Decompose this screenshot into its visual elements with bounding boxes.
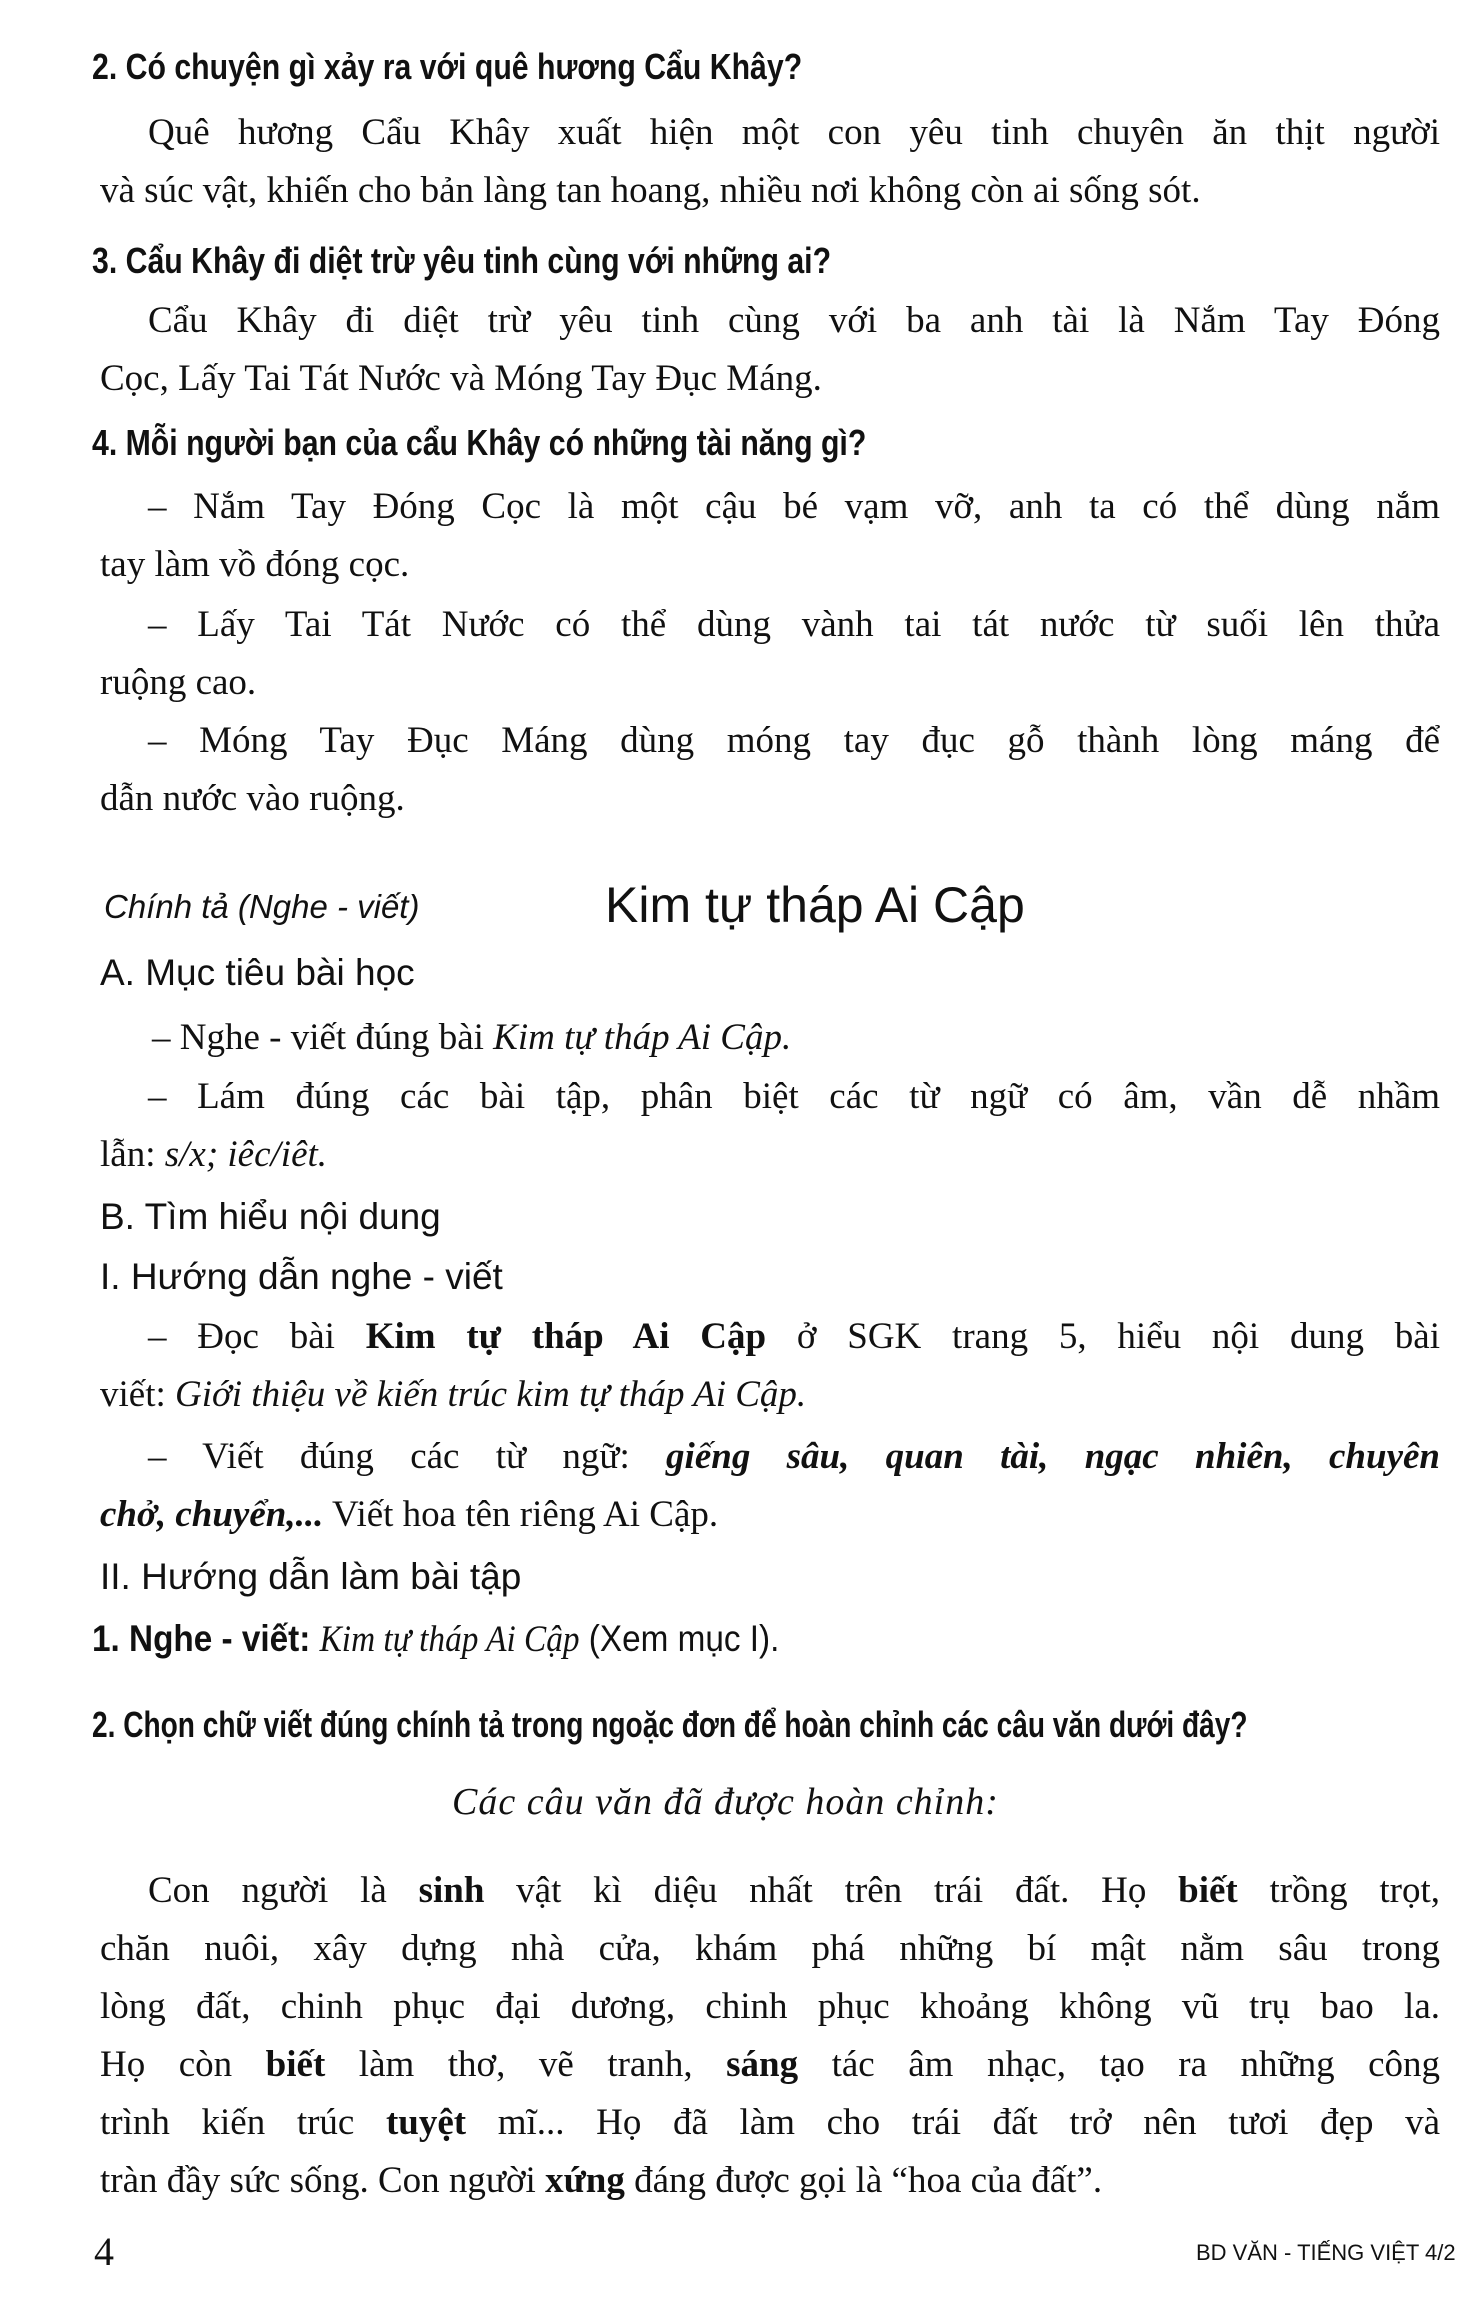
answer-line: Cẩu Khây đi diệt trừ yêu tinh cùng với ba anh tài là Nắm Tay Đóng [148,300,1440,341]
objective-1-text: – Nghe - viết đúng bài [152,1017,494,1058]
passage-line [100,1862,1440,1920]
answer-line: – Móng Tay Đục Máng dùng móng tay đục gỗ thành lòng máng để [148,720,1440,761]
guide-1-title: Kim tự tháp Ai Cập [365,1316,767,1357]
completed-note: Các câu văn đã được hoàn chỉnh: [452,1781,999,1823]
answer-line: – Lấy Tai Tát Nước có thể dùng vành tai tát nước từ suối lên thửa [148,604,1440,645]
guide-1-prefix-2: viết: [100,1374,176,1415]
passage-answer: sinh [418,1870,485,1911]
passage-line [100,2094,1440,2152]
guide-2 [100,1428,1440,1544]
section-b-heading: B. Tìm hiểu nội dung [100,1196,441,1237]
passage-answer: sáng [726,2044,799,2085]
page-number: 4 [94,2229,114,2274]
passage-text: Họ còn [100,2044,266,2085]
guide-1-suffix: ở SGK trang 5, hiểu nội dung bài [766,1316,1440,1357]
exercise-1-suffix: (Xem mục I). [579,1618,780,1659]
guide-1-line [100,1308,1440,1366]
guide-1 [100,1308,1440,1424]
exercise-1-label: 1. Nghe - viết: [92,1618,320,1659]
answer-line: Quê hương Cẩu Khây xuất hiện một con yêu tinh chuyên ăn thịt người [148,112,1440,153]
question-4-item-2 [100,596,1440,712]
question-4-item-1 [100,478,1440,594]
question-2-heading: 2. Có chuyện gì xảy ra với quê hương Cẩu Khây? [92,46,803,87]
question-4-heading: 4. Mỗi người bạn của cẩu Khây có những tài năng gì? [92,422,867,463]
guide-2-words: giếng sâu, quan tài, ngạc nhiên, chuyên [666,1436,1441,1477]
passage-answer: xứng [545,2160,625,2201]
guide-2-words-2: chở, chuyển,... [100,1494,324,1535]
question-3-heading: 3. Cẩu Khây đi diệt trừ yêu tinh cùng với những ai? [92,240,832,281]
answer-line: ruộng cao. [100,662,257,703]
objective-2-prefix: lẫn: [100,1134,165,1175]
objective-1 [152,1016,791,1059]
answer-line: và súc vật, khiến cho bản làng tan hoang, nhiều nơi không còn ai sống sót. [100,170,1201,211]
passage-line: chăn nuôi, xây dựng nhà cửa, khám phá những bí mật nằm sâu trong [100,1928,1440,1969]
section-ii-heading: II. Hướng dẫn làm bài tập [100,1556,522,1597]
passage-text: trồng trọt, [1237,1870,1441,1911]
passage-text: tràn đầy sức sống. Con người [100,2160,546,2201]
running-title: BD VĂN - TIẾNG VIỆT 4/2 [1196,2240,1456,2265]
passage [100,1862,1440,2210]
objective-2 [100,1068,1440,1184]
answer-line: dẫn nước vào ruộng. [100,778,405,819]
passage-text: Con người là [148,1870,419,1911]
passage-line [100,2152,1440,2210]
objective-1-title: Kim tự tháp Ai Cập. [493,1017,792,1058]
guide-2-suffix: Viết hoa tên riêng Ai Cập. [323,1494,719,1535]
question-3-answer [100,292,1440,408]
passage-line: lòng đất, chinh phục đại dương, chinh phục khoảng không vũ trụ bao la. [100,1986,1440,2027]
guide-2-line [100,1428,1440,1486]
objective-2-letters: s/x; iêc/iêt. [164,1134,328,1175]
section-a-heading: A. Mục tiêu bài học [100,952,415,993]
passage-answer: tuyệt [385,2102,467,2143]
passage-text: vật kì diệu nhất trên trái đất. Họ [484,1870,1179,1911]
passage-text: đáng được gọi là “hoa của đất”. [624,2160,1103,2201]
guide-1-prefix: – Đọc bài [148,1316,366,1357]
exercise-2-heading: 2. Chọn chữ viết đúng chính tả trong ngoặc đơn để hoàn chỉnh các câu văn dưới đây? [92,1704,1248,1745]
passage-line [100,2036,1440,2094]
passage-text: mĩ... Họ đã làm cho trái đất trở nên tươi đẹp và [466,2102,1441,2143]
guide-1-line [100,1366,1440,1424]
passage-text: làm thơ, vẽ tranh, [325,2044,727,2085]
section-i-heading: I. Hướng dẫn nghe - viết [100,1256,503,1297]
guide-2-prefix: – Viết đúng các từ ngữ: [148,1436,667,1477]
objective-2-line [100,1126,1440,1184]
answer-line: – Nắm Tay Đóng Cọc là một cậu bé vạm vỡ, anh ta có thể dùng nắm [148,486,1440,527]
passage-answer: biết [265,2044,326,2085]
passage-text: tác âm nhạc, tạo ra những công [798,2044,1440,2085]
answer-line: Cọc, Lấy Tai Tát Nước và Móng Tay Đục Máng. [100,358,822,399]
question-2-answer [100,104,1440,220]
passage-text: trình kiến trúc [100,2102,386,2143]
exercise-1-title: Kim tự tháp Ai Cập [319,1619,580,1660]
objective-2-line: – Lám đúng các bài tập, phân biệt các từ ngữ có âm, vần dễ nhầm [148,1076,1440,1117]
question-4-item-3 [100,712,1440,828]
lesson-title: Kim tự tháp Ai Cập [605,877,1025,933]
passage-answer: biết [1178,1870,1238,1911]
guide-2-line [100,1486,1440,1544]
guide-1-summary: Giới thiệu về kiến trúc kim tự tháp Ai Cập. [175,1374,807,1415]
lesson-kicker: Chính tả (Nghe - viết) [104,888,420,925]
exercise-1 [92,1618,779,1661]
answer-line: tay làm vồ đóng cọc. [100,544,410,585]
